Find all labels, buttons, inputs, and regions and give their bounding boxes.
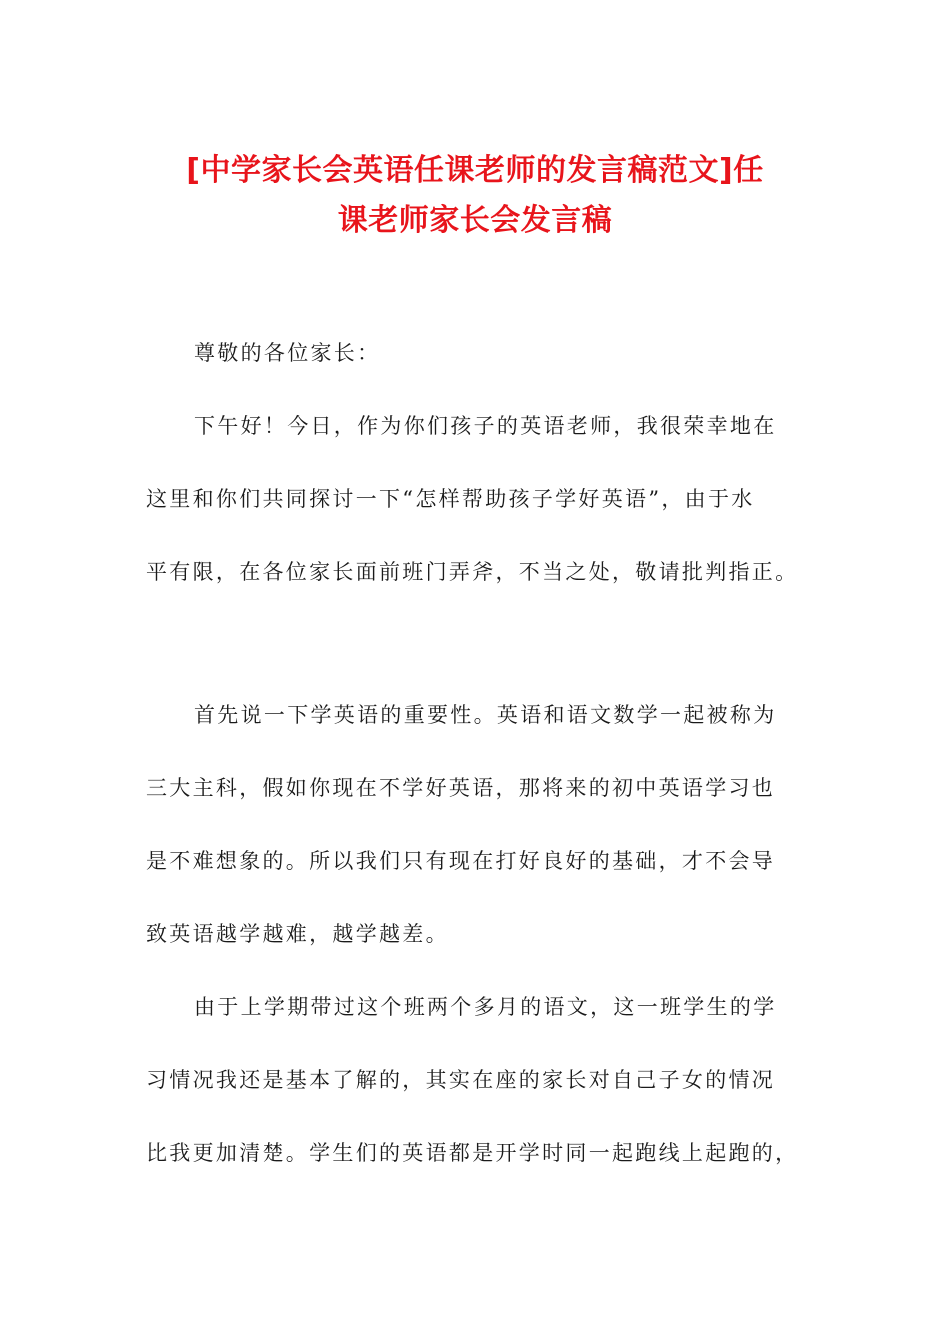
salutation: 尊敬的各位家长： <box>194 341 381 365</box>
paragraph-line: 三大主科，假如你现在不学好英语，那将来的初中英语学习也 <box>146 776 776 800</box>
document-body <box>146 327 798 1200</box>
paragraph-line: 首先说一下学英语的重要性。英语和语文数学一起被称为 <box>194 703 777 727</box>
paragraph-line: 这里和你们共同探讨一下“怎样帮助孩子学好英语”，由于水 <box>146 487 755 511</box>
paragraph-line: 平有限，在各位家长面前班门弄斧，不当之处，敬请批判指正。 <box>146 560 799 584</box>
paragraph-2 <box>146 689 798 981</box>
paragraph-line: 是不难想象的。所以我们只有现在打好良好的基础，才不会导 <box>146 849 776 873</box>
title-line-2: 课老师家长会发言稿 <box>337 203 613 238</box>
paragraph-3 <box>146 981 798 1200</box>
document-title <box>120 146 830 246</box>
title-line-1: [中学家长会英语任课老师的发言稿范文]任 <box>186 153 764 188</box>
paragraph-spacer <box>146 619 798 689</box>
paragraph-line: 致英语越学越难，越学越差。 <box>146 922 449 946</box>
paragraph-line: 比我更加清楚。学生们的英语都是开学时同一起跑线上起跑的， <box>146 1141 799 1165</box>
paragraph-line: 下午好！今日，作为你们孩子的英语老师，我很荣幸地在 <box>194 414 777 438</box>
paragraph-line: 由于上学期带过这个班两个多月的语文，这一班学生的学 <box>194 995 777 1019</box>
paragraph-1 <box>146 400 798 619</box>
paragraph-line: 习情况我还是基本了解的，其实在座的家长对自己子女的情况 <box>146 1068 776 1092</box>
